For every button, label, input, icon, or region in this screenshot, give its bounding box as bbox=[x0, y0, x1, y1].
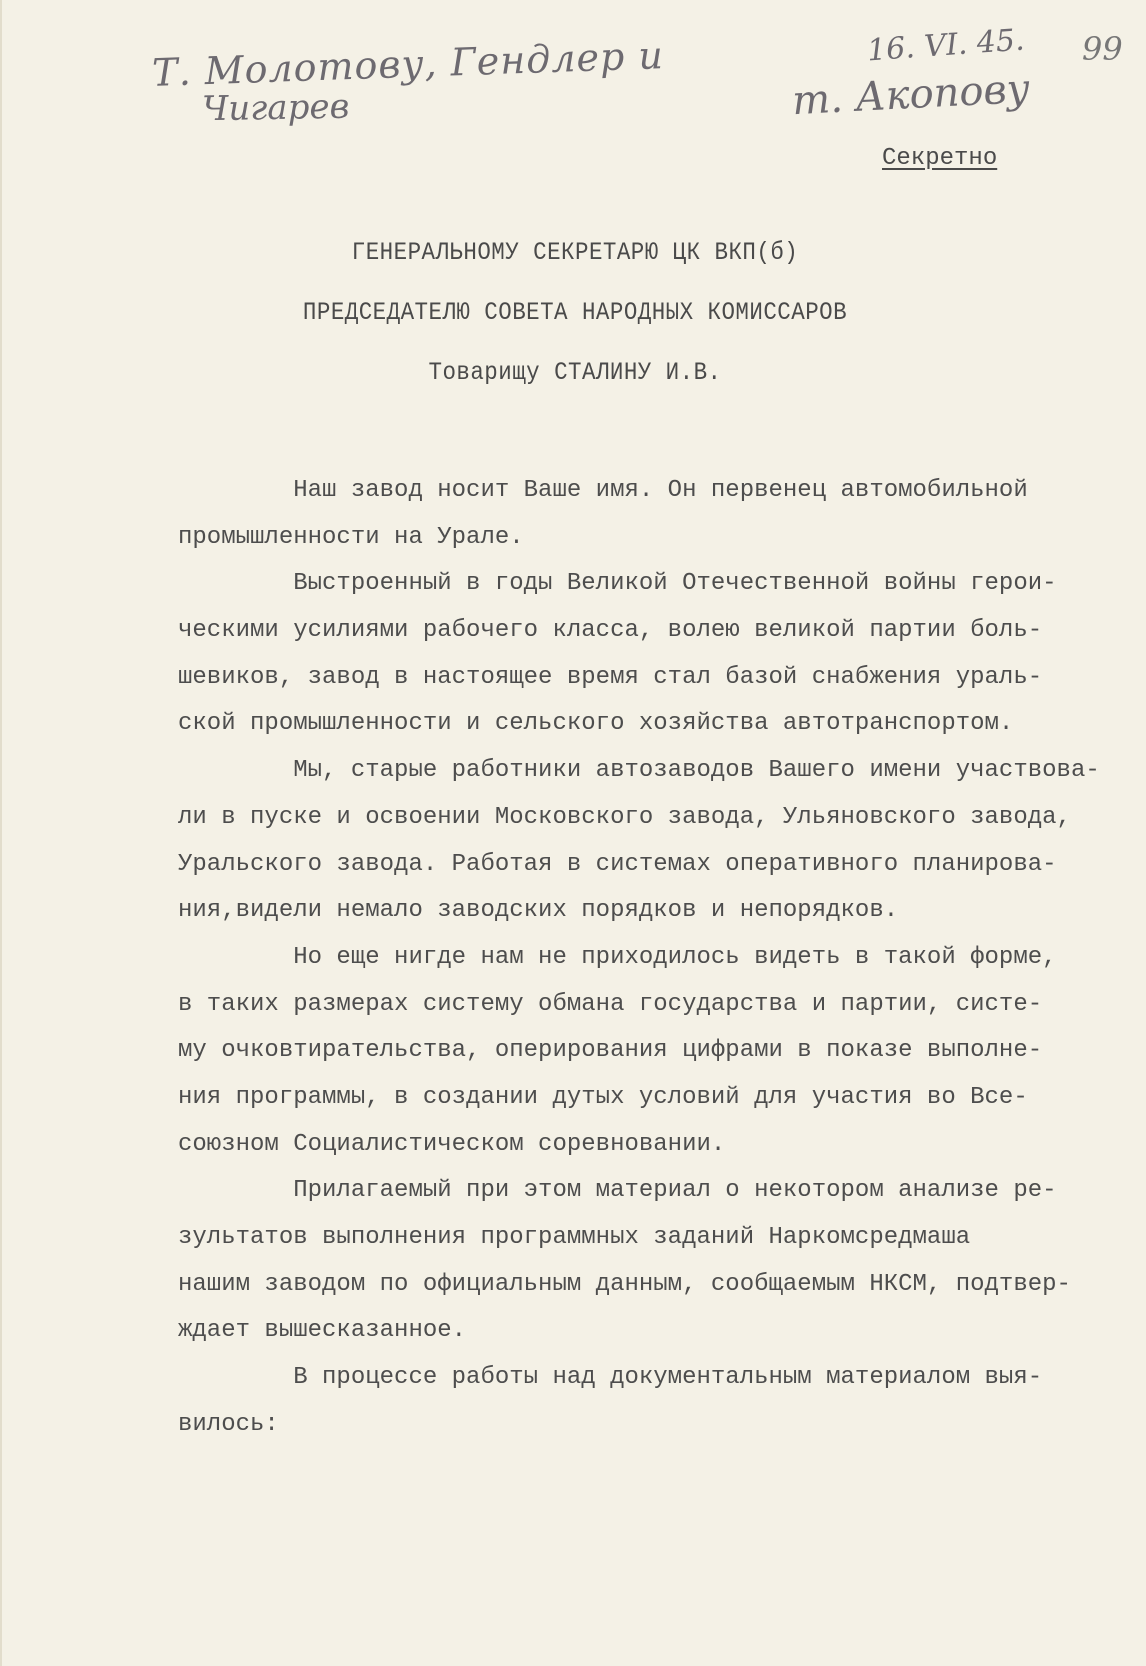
body-line: союзном Социалистическом соревновании. bbox=[178, 1130, 726, 1158]
body-line: промышленности на Урале. bbox=[178, 523, 524, 551]
body-line: ждает вышесказанное. bbox=[178, 1317, 467, 1345]
body-line: Мы, старые работники автозаводов Вашего имени участвова- bbox=[178, 757, 1100, 785]
body-line: Выстроенный в годы Великой Отечественной войны герои- bbox=[178, 570, 1057, 598]
addressee-line: ПРЕДСЕДАТЕЛЮ СОВЕТА НАРОДНЫХ КОМИССАРОВ bbox=[302, 298, 848, 327]
body-line: В процессе работы над документальным материалом выя- bbox=[178, 1364, 1043, 1392]
body-line: Наш завод носит Ваше имя. Он первенец автомобильной bbox=[178, 477, 1028, 504]
body-line: вилось: bbox=[178, 1410, 279, 1438]
body-line: нашим заводом по официальным данным, сообщаемым НКСМ, подтвер- bbox=[178, 1270, 1071, 1298]
body-line: Уральского завода. Работая в системах оперативного планирова- bbox=[178, 850, 1057, 878]
handwritten-resolution: т. Акопову bbox=[790, 65, 1031, 125]
body-line: ния программы, в создании дутых условий для участия во Все- bbox=[178, 1083, 1028, 1111]
body-line: Но еще нигде нам не приходилось видеть в такой форме, bbox=[178, 943, 1057, 971]
handwritten-date: 16. VI. 45. bbox=[865, 22, 1026, 69]
classification-label: Секретно bbox=[882, 145, 998, 172]
body-line: ли в пуске и освоении Московского завода, Ульяновского завода, bbox=[178, 803, 1071, 831]
body-line: ской промышленности и сельского хозяйства автотранспортом. bbox=[178, 710, 1014, 738]
handwritten-note-recipients-continued: Чигарев bbox=[201, 86, 350, 130]
body-line: му очковтирательства, оперирования цифрами в показе выполне- bbox=[178, 1037, 1043, 1065]
body-line: шевиков, завод в настоящее время стал базой снабжения ураль- bbox=[178, 663, 1043, 691]
body-line: ния,видели немало заводских порядков и непорядков. bbox=[178, 897, 899, 925]
addressee-line: ГЕНЕРАЛЬНОМУ СЕКРЕТАРЮ ЦК ВКП(б) bbox=[351, 238, 799, 267]
addressee-line: Товарищу СТАЛИНУ И.В. bbox=[428, 358, 722, 387]
body-line: Прилагаемый при этом материал о некотором анализе ре- bbox=[178, 1177, 1057, 1205]
body-line: ческими усилиями рабочего класса, волею великой партии боль- bbox=[178, 617, 1043, 645]
body-line: в таких размерах систему обмана государства и партии, систе- bbox=[178, 990, 1043, 1018]
body-line: зультатов выполнения программных заданий Наркомсредмаша bbox=[178, 1224, 971, 1251]
letter-body bbox=[178, 468, 1118, 1448]
handwritten-note-recipients: Т. Молотову, Гендлер и bbox=[151, 33, 665, 95]
page-number: 99 bbox=[1082, 30, 1123, 68]
